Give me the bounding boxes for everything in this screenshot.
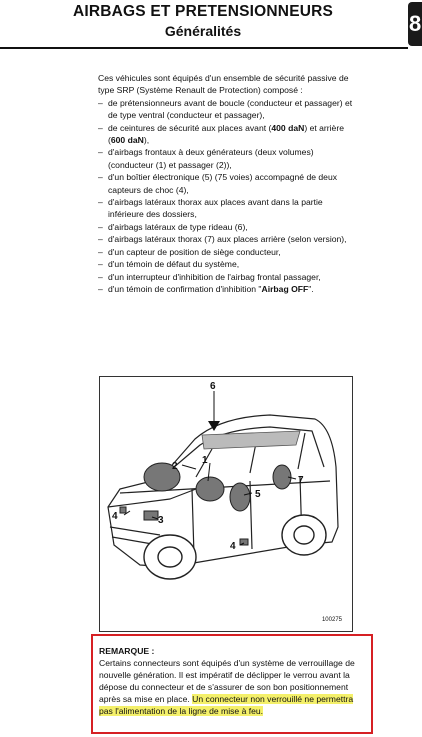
callout-4-rear: 4 xyxy=(230,541,236,552)
callout-2: 2 xyxy=(172,461,178,472)
remark-title: REMARQUE : xyxy=(99,646,155,656)
page-header xyxy=(0,0,422,50)
remark-text: Certains connecteurs sont équipés d'un système de verrouillage de nouvelle génération. Il est impératif de déclipper le verrou avant la dépose du connecteur et de s'assurer de son bon positionnement après sa mise en place. Un connecteur non verrouillé ne permettra pas l'alimentation de la ligne de mise à feu. xyxy=(99,658,355,716)
callout-5: 5 xyxy=(255,489,261,500)
list-item: – d'un témoin de défaut du système, xyxy=(98,258,360,270)
list-item: – d'un capteur de position de siège conducteur, xyxy=(98,246,360,258)
callout-1: 1 xyxy=(202,455,208,466)
list-item: – d'airbags latéraux de type rideau (6), xyxy=(98,221,360,233)
list-item: – d'un témoin de confirmation d'inhibition "Airbag OFF". xyxy=(98,283,360,295)
callout-7: 7 xyxy=(298,475,304,486)
page-title: AIRBAGS ET PRETENSIONNEURS xyxy=(72,3,334,20)
figure-code: 100275 xyxy=(321,617,342,623)
callout-6: 6 xyxy=(210,381,216,392)
list-item: – d'un interrupteur d'inhibition de l'airbag frontal passager, xyxy=(98,271,360,283)
remark-box xyxy=(91,634,373,734)
vehicle-airbag-diagram xyxy=(99,376,353,632)
list-item: – de prétensionneurs avant de boucle (conducteur et passager) et de type ventral (conducteur et passager), xyxy=(98,97,360,122)
list-item: – d'airbags latéraux thorax aux places avant dans la partie inférieure des dossiers, xyxy=(98,196,360,221)
callout-4: 4 xyxy=(112,511,118,522)
intro-text xyxy=(98,72,360,295)
header-divider xyxy=(0,47,408,49)
chapter-tab: 8 xyxy=(408,2,422,46)
callout-3: 3 xyxy=(158,515,164,526)
list-item: – d'un boîtier électronique (5) (75 voies) accompagné de deux capteurs de choc (4), xyxy=(98,171,360,196)
car-illustration xyxy=(100,377,352,631)
remark-highlight: Un connecteur non verrouillé ne permettra pas l'alimentation de la ligne de mise à feu. xyxy=(99,694,354,716)
list-item: – d'airbags latéraux thorax (7) aux places arrière (selon version), xyxy=(98,233,360,245)
list-item: – d'airbags frontaux à deux générateurs (deux volumes) (conducteur (1) et passager (2)), xyxy=(98,146,360,171)
intro-paragraph: Ces véhicules sont équipés d'un ensemble de sécurité passive de type SRP (Système Renault de Protection) composé : xyxy=(98,73,349,96)
component-list xyxy=(98,97,360,296)
list-item: – de ceintures de sécurité aux places avant (400 daN) et arrière (600 daN), xyxy=(98,122,360,147)
page-subtitle: Généralités xyxy=(164,23,242,39)
